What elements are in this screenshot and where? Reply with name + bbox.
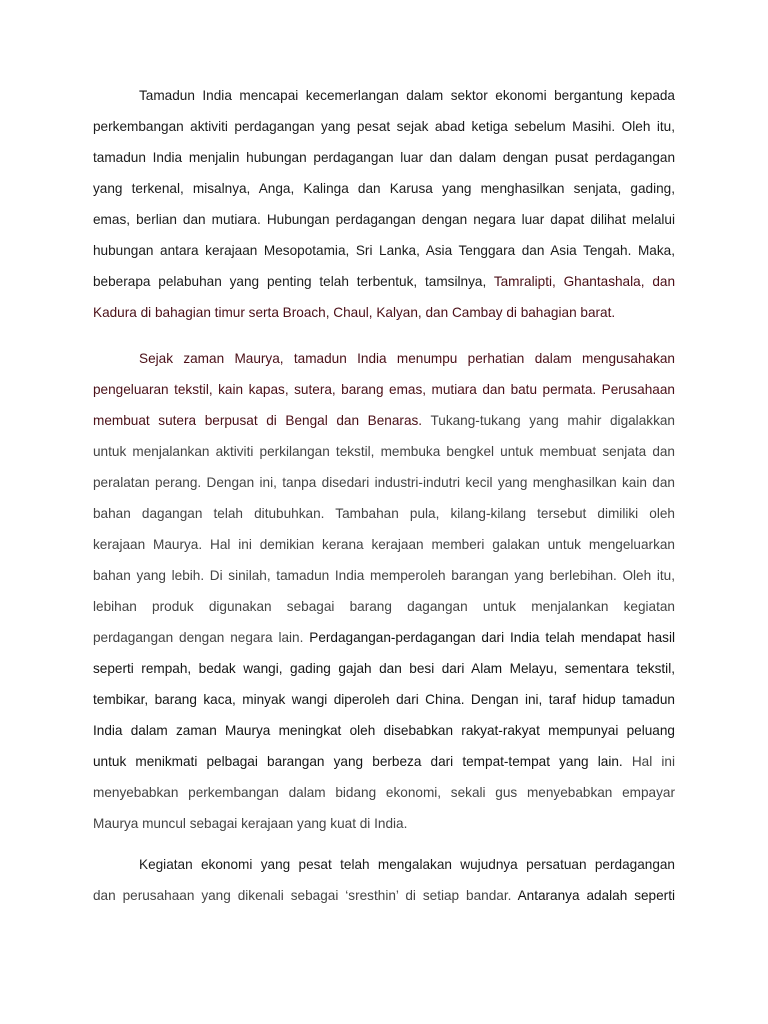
text-run: Antaranya adalah seperti	[517, 888, 675, 903]
paragraph-3	[93, 849, 675, 911]
text-run: peralatan perang. Dengan ini, tanpa disedari industri-indutri kecil yang menghasilkan kain dan	[93, 475, 675, 490]
text-run-highlight: Kadura di bahagian timur serta Broach, Chaul, Kalyan, dan Cambay di bahagian barat.	[93, 305, 616, 320]
text-run-highlight: Sejak zaman Maurya, tamadun India menumpu perhatian dalam mengusahakan	[139, 351, 675, 366]
text-run: perkembangan aktiviti perdagangan yang pesat sejak abad ketiga sebelum Masihi. Oleh itu,	[93, 119, 675, 134]
text-run: emas, berlian dan mutiara. Hubungan perdagangan dengan negara luar dapat dilihat melalui	[93, 212, 675, 227]
text-line	[93, 591, 675, 622]
text-run: untuk menjalankan aktiviti perkilangan tekstil, membuka bengkel untuk membuat senjata dan	[93, 444, 675, 459]
text-run: hubungan antara kerajaan Mesopotamia, Sri Lanka, Asia Tenggara dan Asia Tengah. Maka,	[93, 243, 675, 258]
text-run: seperti rempah, bedak wangi, gading gajah dan besi dari Alam Melayu, sementara tekstil,	[93, 661, 675, 676]
text-run: Tamadun India mencapai kecemerlangan dalam sektor ekonomi bergantung kepada	[139, 88, 675, 103]
text-run: menyebabkan perkembangan dalam bidang ekonomi, sekali gus menyebabkan empayar	[93, 785, 675, 800]
text-line	[93, 80, 675, 111]
text-run: Hal ini	[631, 754, 676, 769]
text-line	[93, 142, 675, 173]
paragraph-2	[93, 343, 675, 839]
text-line	[93, 880, 675, 911]
text-run: Tukang-tukang yang mahir digalakkan	[430, 413, 675, 428]
text-line	[93, 204, 675, 235]
paragraph-1	[93, 80, 675, 328]
text-run: yang terkenal, misalnya, Anga, Kalinga dan Karusa yang menghasilkan senjata, gading,	[93, 181, 675, 196]
text-line	[93, 297, 675, 328]
text-run: untuk menikmati pelbagai barangan yang berbeza dari tempat-tempat yang lain.	[93, 754, 632, 769]
text-line	[93, 808, 675, 839]
text-run: dan perusahaan yang dikenali sebagai ‘sresthin’ di setiap bandar.	[93, 888, 518, 903]
text-run: beberapa pelabuhan yang penting telah terbentuk, tamsilnya,	[93, 274, 494, 289]
text-line	[93, 529, 675, 560]
text-run: bahan yang lebih. Di sinilah, tamadun India memperoleh barangan yang berlebihan. Oleh itu,	[93, 568, 675, 583]
text-line	[93, 173, 675, 204]
text-run-highlight: pengeluaran tekstil, kain kapas, sutera, barang emas, mutiara dan batu permata. Perusahaan	[93, 382, 675, 397]
text-run-highlight: membuat sutera berpusat di Bengal dan Benaras.	[93, 413, 431, 428]
text-run: kerajaan Maurya. Hal ini demikian kerana kerajaan memberi galakan untuk mengeluarkan	[93, 537, 675, 552]
text-run: perdagangan dengan negara lain.	[93, 630, 310, 645]
text-run: bahan dagangan telah ditubuhkan. Tambahan pula, kilang-kilang tersebut dimiliki oleh	[93, 506, 675, 521]
text-run-highlight: Tamralipti, Ghantashala, dan	[493, 274, 676, 289]
text-line	[93, 266, 675, 297]
text-run: Maurya muncul sebagai kerajaan yang kuat di India.	[93, 816, 408, 831]
text-line	[93, 715, 675, 746]
text-run: lebihan produk digunakan sebagai barang dagangan untuk menjalankan kegiatan	[93, 599, 675, 614]
text-line	[93, 560, 675, 591]
text-run: Kegiatan ekonomi yang pesat telah mengalakan wujudnya persatuan perdagangan	[139, 857, 675, 872]
text-run: Perdagangan-perdagangan dari India telah mendapat hasil	[309, 630, 675, 645]
text-line	[93, 653, 675, 684]
text-run: tamadun India menjalin hubungan perdagangan luar dan dalam dengan pusat perdagangan	[93, 150, 675, 165]
text-line	[93, 498, 675, 529]
text-run: tembikar, barang kaca, minyak wangi diperoleh dari China. Dengan ini, taraf hidup tamadun	[93, 692, 675, 707]
text-line	[93, 684, 675, 715]
text-line	[93, 374, 675, 405]
text-line	[93, 849, 675, 880]
text-line	[93, 343, 675, 374]
text-line	[93, 746, 675, 777]
text-line	[93, 405, 675, 436]
text-line	[93, 436, 675, 467]
text-run: India dalam zaman Maurya meningkat oleh disebabkan rakyat-rakyat mempunyai peluang	[93, 723, 675, 738]
text-line	[93, 467, 675, 498]
text-line	[93, 777, 675, 808]
text-line	[93, 111, 675, 142]
text-line	[93, 622, 675, 653]
text-line	[93, 235, 675, 266]
